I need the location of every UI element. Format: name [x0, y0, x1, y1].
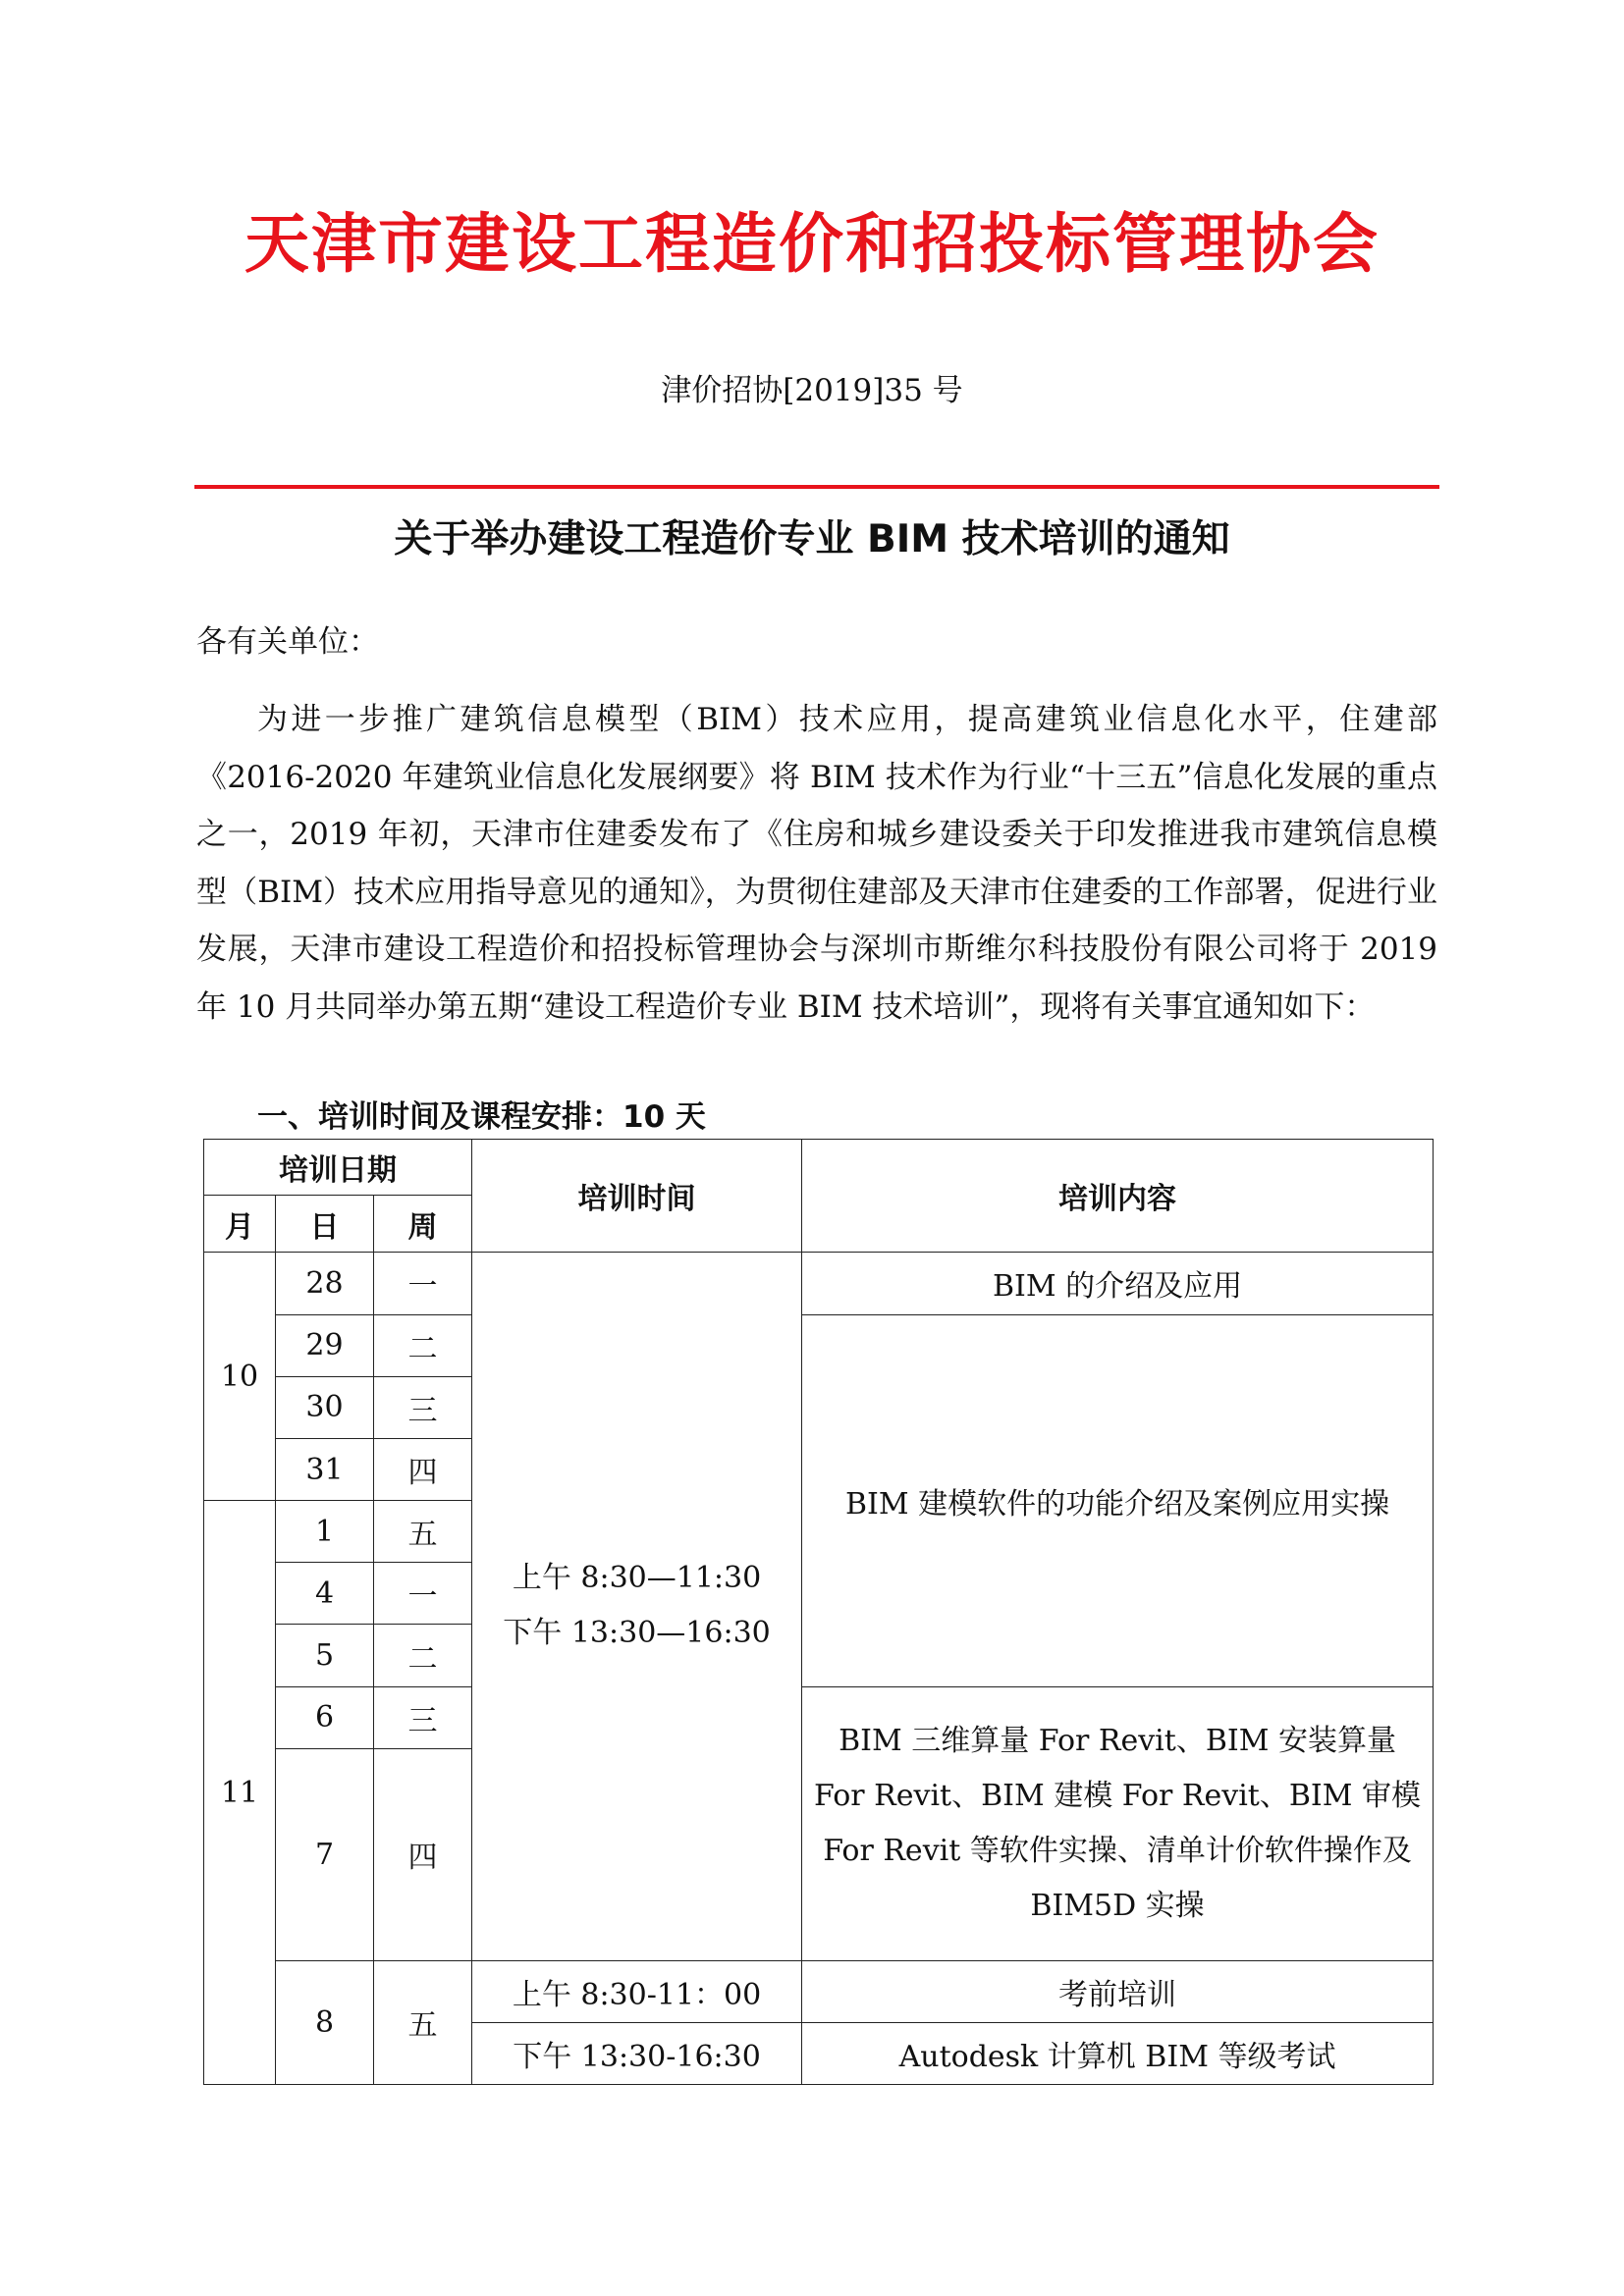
- schedule-table: [203, 1139, 1434, 2085]
- last-day-morning-time: 上午 8:30-11：00: [472, 1960, 802, 2022]
- document-number: 津价招协[2019]35 号: [661, 373, 963, 408]
- header-day: 日: [276, 1196, 374, 1253]
- header-time: 培训时间: [472, 1140, 802, 1253]
- weekday-cell: 五: [374, 1501, 472, 1563]
- content-cell: BIM 的介绍及应用: [802, 1253, 1434, 1314]
- header-month: 月: [204, 1196, 276, 1253]
- afternoon-time: 下午 13:30—16:30: [503, 1616, 771, 1651]
- weekday-cell: 四: [374, 1748, 472, 1960]
- salutation: 各有关单位：: [196, 624, 379, 660]
- day-cell: 7: [276, 1748, 374, 1960]
- notice-title: 关于举办建设工程造价专业 BIM 技术培训的通知: [394, 517, 1230, 561]
- weekday-cell: 一: [374, 1563, 472, 1625]
- content-cell: BIM 三维算量 For Revit、BIM 安装算量 For Revit、BIM 建模 For Revit、BIM 审模 For Revit 等软件实操、清单计价软件操作及 BIM5D 实操: [802, 1686, 1434, 1960]
- morning-time: 上午 8:30—11:30: [512, 1561, 762, 1596]
- day-cell: 8: [276, 1960, 374, 2084]
- weekday-cell: 一: [374, 1253, 472, 1314]
- day-cell: 28: [276, 1253, 374, 1314]
- section-heading: 一、培训时间及课程安排：10 天: [257, 1099, 706, 1135]
- last-day-afternoon-time: 下午 13:30-16:30: [472, 2022, 802, 2084]
- weekday-cell: 二: [374, 1314, 472, 1376]
- day-cell: 5: [276, 1625, 374, 1686]
- day-cell: 6: [276, 1686, 374, 1748]
- weekday-cell: 三: [374, 1376, 472, 1438]
- weekday-cell: 二: [374, 1625, 472, 1686]
- month-cell: 11: [204, 1501, 276, 2085]
- body-paragraph: 为进一步推广建筑信息模型（BIM）技术应用，提高建筑业信息化水平，住建部《2016-2020 年建筑业信息化发展纲要》将 BIM 技术作为行业“十三五”信息化发展的重点之一，2019 年初，天津市住建委发布了《住房和城乡建设委关于印发推进我市建筑信息模型（BIM）技术应用指导意见的通知》，为贯彻住建部及天津市住建委的工作部署，促进行业发展，天津市建设工程造价和招投标管理协会与深圳市斯维尔科技股份有限公司将于 2019 年 10 月共同举办第五期“建设工程造价专业 BIM 技术培训”，现将有关事宜通知如下：: [196, 702, 1437, 1025]
- weekday-cell: 五: [374, 1960, 472, 2084]
- weekday-cell: 四: [374, 1438, 472, 1500]
- weekday-cell: 三: [374, 1686, 472, 1748]
- header-date-group: 培训日期: [204, 1140, 472, 1196]
- day-cell: 30: [276, 1376, 374, 1438]
- day-cell: 31: [276, 1438, 374, 1500]
- last-day-afternoon-content: Autodesk 计算机 BIM 等级考试: [802, 2022, 1434, 2084]
- day-cell: 4: [276, 1563, 374, 1625]
- header-weekday: 周: [374, 1196, 472, 1253]
- month-cell: 10: [204, 1253, 276, 1501]
- header-content: 培训内容: [802, 1140, 1434, 1253]
- content-cell: BIM 建模软件的功能介绍及案例应用实操: [802, 1314, 1434, 1686]
- main-time-cell: [472, 1253, 802, 1960]
- org-title: 天津市建设工程造价和招投标管理协会: [244, 206, 1380, 282]
- red-divider: [194, 485, 1439, 489]
- last-day-morning-content: 考前培训: [802, 1960, 1434, 2022]
- day-cell: 1: [276, 1501, 374, 1563]
- day-cell: 29: [276, 1314, 374, 1376]
